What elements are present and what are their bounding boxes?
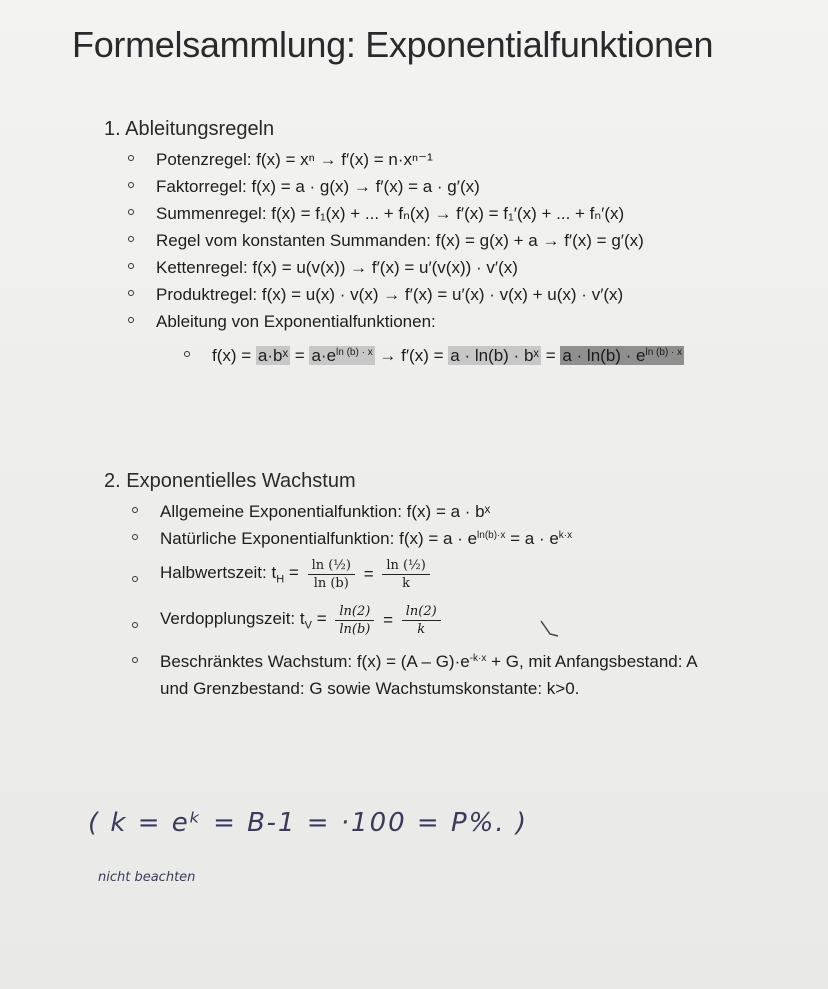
list-item: Ableitung von Exponentialfunktionen:	[120, 308, 644, 335]
bullet-icon	[128, 263, 134, 269]
bullet-icon	[132, 507, 138, 513]
bullet-icon	[128, 182, 134, 188]
exp-derivative-subitem: f(x) = a·bˣ = $a\cdot e^{ln (b) \cdot x} \to f'(x) = a \cdot \ln(b)$ · bˣ = $a \cdot \ln(b) \cdot e^{ln (b) \cdot x}$	[176, 342, 684, 369]
fraction: $\frac{\text{ln (½)}}{\ln (b)}$	[308, 558, 355, 591]
bullet-icon	[128, 209, 134, 215]
list-item: Allgemeine Exponentialfunktion: f(x) = a · bˣ	[124, 498, 490, 525]
bullet-icon	[132, 657, 138, 663]
half-life-item: Halbwertszeit: $t_H$ = $\frac{\text{ln (½)}}{\ln (b)}$ = $\frac{\text{ln (½)}}{k}$	[124, 558, 434, 602]
section-2-heading: 2. Exponentielles Wachstum	[104, 470, 356, 492]
fraction: $\frac{\ln(2)}{k}$	[402, 604, 441, 637]
check-mark-icon	[538, 618, 562, 640]
list-item: Natürliche Exponentialfunktion: $f(x) = a \cdot e^{ln(b)\cdot x} = a \cdot e^{k\cdot x}$	[124, 525, 572, 552]
list-item: Summenregel: f(x) = f₁(x) + ... + fₙ(x) → f′(x) = f₁′(x) + ... + fₙ′(x)	[120, 200, 644, 227]
bullet-icon	[132, 622, 138, 628]
bullet-icon	[132, 534, 138, 540]
bullet-icon	[128, 236, 134, 242]
list-item: Kettenregel: f(x) = u(v(x)) → f′(x) = u′(v(x)) · v′(x)	[120, 254, 644, 281]
list-item: Beschränktes Wachstum: $f(x) = (A - G)\cdot e^{-k\cdot x} + G$, mit Anfangsbestand: A	[124, 648, 698, 675]
bullet-icon	[184, 351, 190, 357]
doubling-time-item: Verdopplungszeit: $t_V$ = $\frac{\ln(2)}{\ln(b)}$ = $\frac{\ln(2)}{k}$	[124, 604, 445, 648]
list-item: Faktorregel: f(x) = a · g(x) → f′(x) = a · g′(x)	[120, 173, 644, 200]
bullet-icon	[128, 317, 134, 323]
fraction: $\frac{\text{ln (½)}}{k}$	[382, 558, 429, 591]
page-title: Formelsammlung: Exponentialfunktionen	[72, 24, 714, 65]
list-item: Regel vom konstanten Summanden: f(x) = g(x) + a → f′(x) = g′(x)	[120, 227, 644, 254]
bullet-icon	[128, 155, 134, 161]
bullet-icon	[132, 576, 138, 582]
bounded-growth-line2: und Grenzbestand: G sowie Wachstumskonstante: k>0.	[160, 679, 580, 698]
list-item: Produktregel: f(x) = u(x) · v(x) → f′(x) = u′(x) · v(x) + u(x) · v′(x)	[120, 281, 644, 308]
section-1-heading: 1. Ableitungsregeln	[104, 118, 275, 140]
derivative-rules-list	[120, 146, 644, 335]
handwritten-note: nicht beachten	[98, 870, 196, 885]
list-item: Potenzregel: f(x) = xⁿ → f′(x) = n·xⁿ⁻¹	[120, 146, 644, 173]
bullet-icon	[128, 290, 134, 296]
fraction: $\frac{\ln(2)}{\ln(b)}$	[335, 604, 374, 637]
handwritten-formula: ( k = eᵏ = B-1 = ·100 = P%. )	[88, 808, 529, 838]
